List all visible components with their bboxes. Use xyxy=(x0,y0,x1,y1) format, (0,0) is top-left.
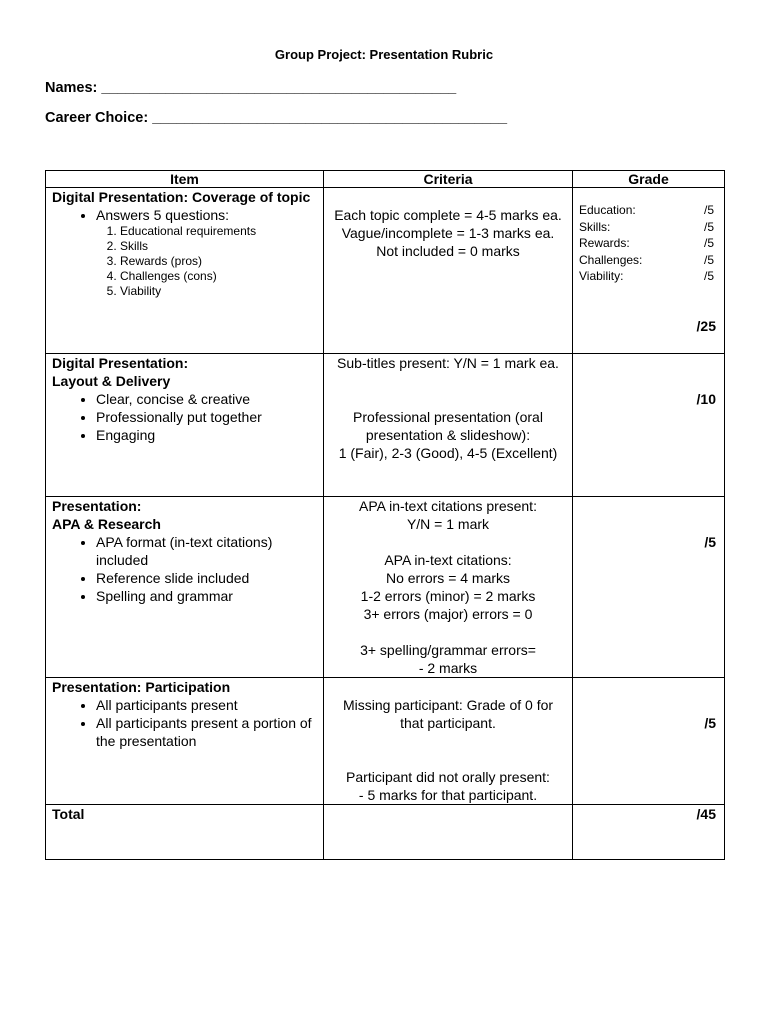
header-row xyxy=(46,171,725,188)
layout-title-line2: Layout & Delivery xyxy=(52,373,171,389)
coverage-bullets xyxy=(52,206,317,224)
table-row-coverage xyxy=(46,188,725,354)
apa-bullets xyxy=(52,533,317,605)
layout-grade-cell xyxy=(573,354,725,497)
list-item: • Engaging xyxy=(96,426,317,444)
list-item: 1. Educational requirements xyxy=(120,224,317,239)
coverage-grade-total: /25 xyxy=(696,317,716,334)
participation-item-cell xyxy=(46,678,324,805)
list-item: 3. Rewards (pros) xyxy=(120,254,317,269)
criteria-line: Each topic complete = 4-5 marks ea. xyxy=(334,207,562,223)
grade-label: Education: xyxy=(579,203,636,217)
apa-grade-cell xyxy=(573,497,725,678)
names-label: Names: xyxy=(45,80,102,96)
participation-criteria-cell xyxy=(324,678,573,805)
total-grade-cell xyxy=(573,805,725,860)
grade-row-viability xyxy=(579,268,718,285)
layout-title-line1: Digital Presentation: xyxy=(52,355,189,371)
apa-criteria-cell xyxy=(324,497,573,678)
grade-label: Viability: xyxy=(579,269,624,283)
criteria-line: Y/N = 1 mark xyxy=(406,516,490,532)
criteria-line: Sub-titles present: Y/N = 1 mark ea. xyxy=(337,355,559,371)
apa-title-line1: Presentation: xyxy=(52,498,142,514)
grade-row-skills xyxy=(579,219,718,236)
header-item: Item xyxy=(46,171,324,188)
participation-grade-cell xyxy=(573,678,725,805)
grade-value: /5 xyxy=(703,236,714,250)
criteria-line: Missing participant: Grade of 0 for that participant. xyxy=(342,697,554,731)
coverage-sub-list xyxy=(52,224,317,299)
page-title: Group Project: Presentation Rubric xyxy=(274,47,494,62)
grade-label: Skills: xyxy=(579,219,611,234)
career-choice-label: Career Choice: xyxy=(45,110,153,126)
criteria-line: APA in-text citations present: xyxy=(359,498,537,514)
names-blank-line: ____________________________________________ xyxy=(101,80,457,96)
career-choice-field xyxy=(45,110,507,126)
names-field xyxy=(45,80,456,96)
grade-row-education xyxy=(579,202,718,219)
list-item: • Professionally put together xyxy=(96,408,317,426)
list-item: • All participants present xyxy=(96,696,317,714)
grade-value: /5 xyxy=(703,269,714,283)
list-item: • Spelling and grammar xyxy=(96,587,317,605)
apa-title-line2: APA & Research xyxy=(52,516,161,532)
apa-item-cell xyxy=(46,497,324,678)
total-label: Total xyxy=(52,806,85,822)
list-item: 2. Skills xyxy=(120,239,317,254)
criteria-line: 3+ errors (major) errors = 0 xyxy=(363,606,533,622)
layout-item-cell xyxy=(46,354,324,497)
coverage-item-cell xyxy=(46,188,324,354)
layout-grade: /10 xyxy=(696,391,716,407)
criteria-line: Vague/incomplete = 1-3 marks ea. xyxy=(341,225,555,241)
grade-label: Rewards: xyxy=(579,236,630,250)
list-item: • Clear, concise & creative xyxy=(96,390,317,408)
criteria-line: - 5 marks for that participant. xyxy=(358,787,538,803)
coverage-grade-list xyxy=(579,202,718,285)
list-item: • Reference slide included xyxy=(96,569,317,587)
list-item: • All participants present a portion of the presentation xyxy=(96,714,317,750)
criteria-line: APA in-text citations: xyxy=(384,552,512,568)
table-row-apa xyxy=(46,497,725,678)
career-choice-blank-line: ____________________________________________ xyxy=(152,110,508,126)
grade-value: /5 xyxy=(703,203,714,217)
grade-label: Challenges: xyxy=(579,252,643,267)
criteria-line: - 2 marks xyxy=(418,660,478,676)
layout-bullets xyxy=(52,390,317,444)
coverage-grade-cell xyxy=(573,188,725,354)
list-item: • APA format (in-text citations) included xyxy=(96,533,317,569)
table-row-total xyxy=(46,805,725,860)
layout-criteria-cell xyxy=(324,354,573,497)
participation-grade: /5 xyxy=(704,715,716,731)
rubric-table xyxy=(45,170,725,860)
header-grade: Grade xyxy=(573,171,725,188)
criteria-line: Participant did not orally present: xyxy=(346,769,550,785)
grade-row-rewards xyxy=(579,235,718,252)
apa-grade: /5 xyxy=(704,534,716,550)
list-item: • Answers 5 questions: xyxy=(96,206,317,224)
criteria-line: Professional presentation (oral presentation & slideshow): xyxy=(353,409,543,443)
grade-value: /5 xyxy=(703,252,714,267)
list-item: 4. Challenges (cons) xyxy=(120,269,317,284)
participation-bullets xyxy=(52,696,317,750)
grade-value: /5 xyxy=(703,219,714,234)
table-row-participation xyxy=(46,678,725,805)
grade-row-challenges xyxy=(579,252,718,269)
total-criteria-cell xyxy=(324,805,573,860)
criteria-line: 1-2 errors (minor) = 2 marks xyxy=(360,588,536,604)
criteria-line: 1 (Fair), 2-3 (Good), 4-5 (Excellent) xyxy=(338,445,558,461)
criteria-line: Not included = 0 marks xyxy=(376,243,520,259)
total-item-cell xyxy=(46,805,324,860)
header-criteria: Criteria xyxy=(324,171,573,188)
coverage-title: Digital Presentation: Coverage of topic xyxy=(52,189,311,205)
list-item: 5. Viability xyxy=(120,284,317,299)
participation-title: Presentation: Participation xyxy=(52,679,231,695)
criteria-line: 3+ spelling/grammar errors= xyxy=(360,642,536,658)
total-grade: /45 xyxy=(696,806,716,822)
criteria-line: No errors = 4 marks xyxy=(385,570,511,586)
table-row-layout xyxy=(46,354,725,497)
coverage-criteria-cell xyxy=(324,188,573,354)
